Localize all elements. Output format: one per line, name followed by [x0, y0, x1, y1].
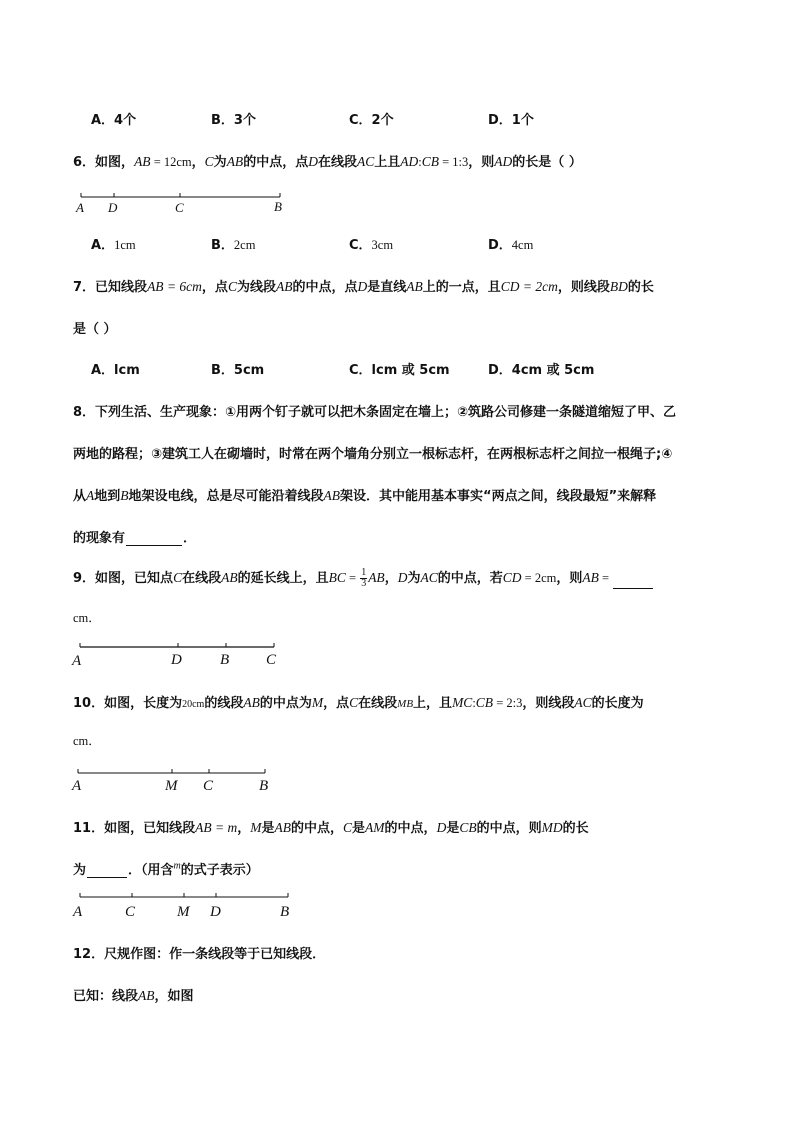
q5-option-b: B．3个 [211, 113, 256, 128]
q5-option-c: C．2个 [349, 113, 394, 128]
q10-stem-line1: 10．如图，长度为20cm的线段AB的中点为M，点C在线段MB上，且MC:CB = 2:3，则线段AC的长度为 [73, 695, 644, 711]
q6-label-c: C [175, 200, 184, 215]
q6-stem: 6．如图，AB = 12cm，C为AB的中点，点D在线段AC上且AD:CB = 1:3，则AD的长是（ ） [73, 154, 582, 170]
q9-label-d: D [171, 652, 182, 668]
q8-line2: 两地的路程；③建筑工人在砌墙时，时常在两个墙角分别立一根标志杆，在两根标志杆之间拉一根绳子;④ [73, 447, 673, 462]
q10-label-b: B [259, 778, 269, 794]
q11-answer-blank[interactable] [87, 863, 127, 878]
q11-stem-line2: 为 ．（用含$^m$的式子表示） [73, 860, 259, 878]
q6-label-a: A [76, 200, 84, 215]
q6-option-d: D．4cm [488, 238, 534, 253]
q9-label-c: C [266, 652, 277, 668]
q7-stem-line1: 7．已知线段AB = 6cm，点C为线段AB的中点，点D是直线AB上的一点，且CD = 2cm，则线段BD的长 [73, 279, 654, 295]
q7-option-a: A．lcm [91, 363, 140, 378]
q5-option-a: A．4个 [91, 113, 137, 128]
q8-line1: 8．下列生活、生产现象：①用两个钉子就可以把木条固定在墙上；②筑路公司修建一条隧道缩短了甲、乙 [73, 405, 677, 420]
q7-option-c: C．lcm 或 5cm [349, 363, 450, 378]
q8-answer-blank[interactable] [126, 531, 182, 546]
q7-option-b: B．5cm [211, 363, 265, 378]
q8-line3: 从A地到B地架设电线，总是尽可能沿着线段AB架设．其中能用基本事实“两点之间，线段最短”来解释 [73, 488, 657, 504]
q9-label-b: B [220, 652, 230, 668]
q11-label-c: C [125, 904, 136, 920]
q6-option-a: A．1cm [91, 238, 136, 253]
q8-line4: 的现象有 ． [73, 531, 197, 546]
q11-label-d: D [210, 904, 221, 920]
q7-option-d: D．4cm 或 5cm [488, 363, 595, 378]
q9-fraction: $\frac{1}{3}$ [361, 567, 367, 589]
q9-stem-line1: 9．如图，已知点C在线段AB的延长线上，且BC = $\frac{1}{3}$ AB，D为AC的中点，若CD = 2cm，则AB = [73, 567, 654, 589]
q10-label-a: A [72, 778, 82, 794]
q9-label-a: A [72, 653, 82, 669]
q11-label-a: A [73, 904, 83, 920]
q11-stem-line1: 11．如图，已知线段AB = m，M是AB的中点，C是AM的中点，D是CB的中点，则MD的长 [73, 820, 589, 836]
q6-option-c: C．3cm [349, 238, 394, 253]
q6-option-b: B．2cm [211, 238, 256, 253]
q5-option-d: D．1个 [488, 113, 534, 128]
q11-label-m: M [177, 904, 190, 920]
q10-label-c: C [203, 778, 214, 794]
q11-label-b: B [280, 904, 290, 920]
q10-stem-line2: cm． [73, 734, 101, 748]
q9-answer-blank[interactable] [613, 574, 653, 589]
q7-stem-line2: 是（ ） [73, 322, 117, 337]
q9-stem-line2: cm． [73, 611, 101, 625]
q6-label-b: B [274, 199, 282, 214]
q12-line2: 已知：线段AB，如图 [73, 988, 194, 1004]
q6-label-d: D [108, 200, 118, 215]
q10-label-m: M [165, 778, 178, 794]
q12-line1: 12．尺规作图：作一条线段等于已知线段． [73, 947, 326, 962]
